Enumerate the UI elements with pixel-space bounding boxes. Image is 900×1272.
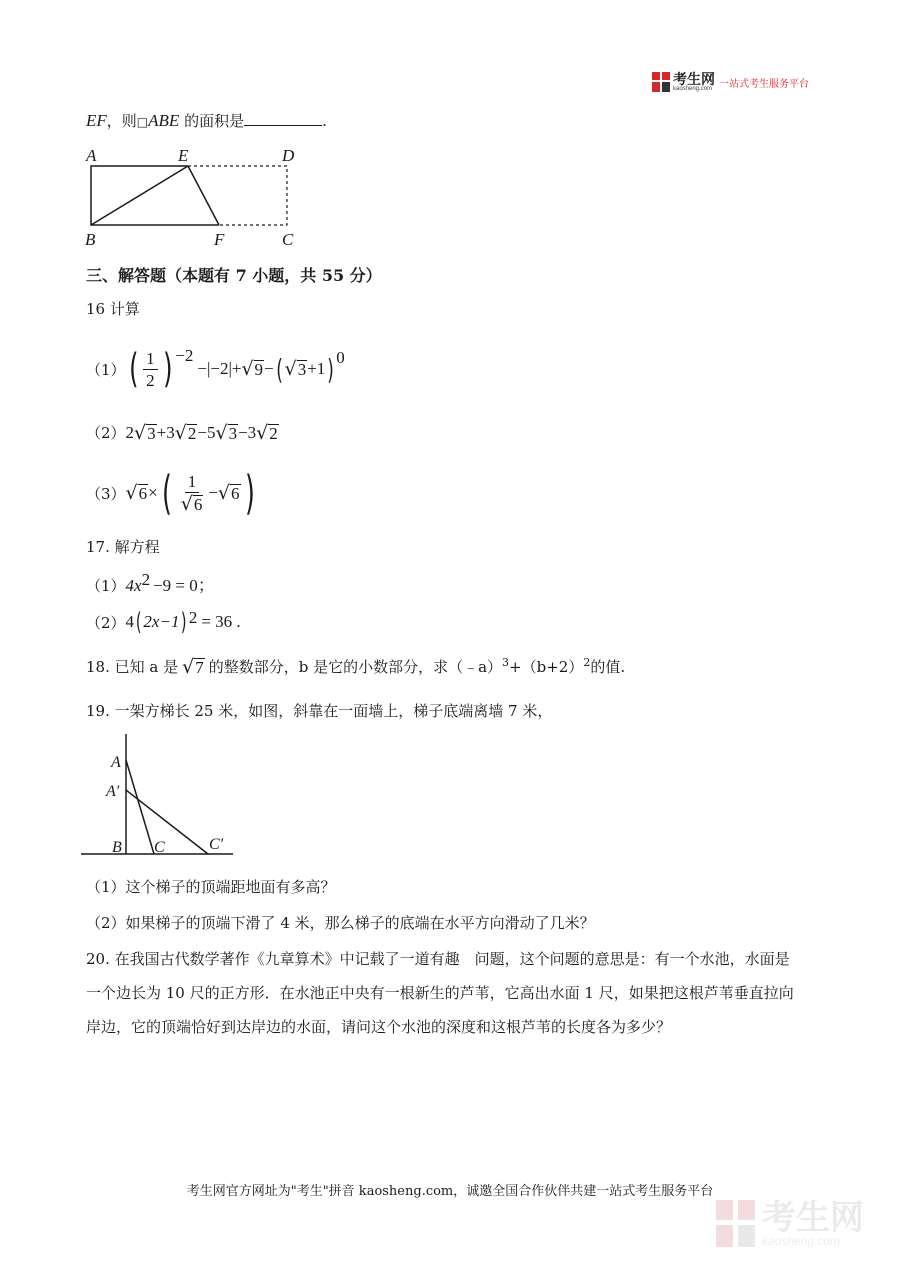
label-B: B bbox=[85, 230, 96, 249]
q20-line1: 20. 在我国古代数学著作《九章算术》中记载了一道有趣 问题，这个问题的意思是：有一个水池，水面是 bbox=[86, 950, 790, 968]
logo-domain: kaosheng.com bbox=[673, 86, 713, 92]
q19-part2: （2）如果梯子的顶端下滑了 4 米，那么梯子的底端在水平方向滑动了几米？ bbox=[86, 914, 595, 932]
ladder-AC bbox=[126, 760, 154, 854]
q15-tail: EF，则□ABE 的面积是 . bbox=[86, 111, 327, 130]
label-C: C bbox=[154, 839, 165, 856]
q17-part2: （2） 4 ( 2x−1 ) 2 = 36 . bbox=[86, 608, 241, 636]
q19-text: 19. 一架方梯长 25 米，如图，斜靠在一面墙上，梯子底端离墙 7 米， bbox=[86, 702, 553, 720]
q16-part2: （2） 2 √ 3 +3 √ 2 −5 √ 3 −3 √ 2 bbox=[86, 422, 278, 444]
label-A: A bbox=[86, 146, 97, 165]
label-B: B bbox=[112, 839, 122, 856]
label-A-prime: A′ bbox=[106, 783, 120, 800]
header-logo[interactable] bbox=[652, 72, 809, 92]
watermark: 考生网 kaosheng.com bbox=[716, 1200, 864, 1248]
footer-text: 考生网官方网址为"考生"拼音 kaosheng.com，诚邀全国合作伙伴共建一站式考生服务平台 bbox=[186, 1184, 714, 1199]
label-C-prime: C′ bbox=[209, 836, 224, 853]
header-tagline: 一站式考生服务平台 bbox=[719, 78, 809, 90]
answer-blank[interactable] bbox=[244, 111, 322, 126]
logo-text: 考生网 bbox=[673, 71, 715, 87]
q17-heading: 17. 解方程 bbox=[86, 538, 160, 556]
label-E: E bbox=[178, 146, 189, 165]
label-F: F bbox=[214, 230, 225, 249]
label-A: A bbox=[111, 754, 121, 771]
q19-part1: （1）这个梯子的顶端距地面有多高？ bbox=[86, 878, 336, 896]
q16-part3: （3） √ 6 × ( 1 √ 6 − √ 6 ) bbox=[86, 466, 255, 520]
q20-line3: 岸边，它的顶端恰好到达岸边的水面，请问这个水池的深度和这根芦苇的长度各为多少？ bbox=[86, 1018, 672, 1036]
ladder-diagram bbox=[78, 730, 240, 858]
q17-part1: $(1)4x^2 -9 = 0$； bbox=[86, 570, 215, 595]
q18: 18. 已知 a 是 √ 7 的整数部分，b 是它的小数部分，求（﹣a） $^3$ +（b+2） $^2$ 的值. bbox=[86, 656, 626, 678]
label-C: C bbox=[282, 230, 294, 249]
logo-mark-icon bbox=[652, 72, 670, 92]
q20-line2: 一个边长为 10 尺的正方形．在水池正中央有一根新生的芦苇，它高出水面 1 尺，如果把这根芦苇垂直拉向 bbox=[86, 984, 794, 1002]
ladder-A2C2 bbox=[126, 790, 208, 854]
q16-part1: （1） ( $\frac{1}{2}$ ) −2 −|−2| + √ 9 − ( √ 3 +1 ) 0 bbox=[86, 346, 345, 392]
label-D: D bbox=[282, 146, 295, 165]
segment-EF bbox=[188, 166, 219, 225]
watermark-logo-icon bbox=[716, 1200, 756, 1248]
segment-BE bbox=[91, 166, 188, 225]
section-title: 三、解答题（本题有 7 小题，共 55 分） bbox=[86, 266, 382, 285]
rectangle-diagram bbox=[80, 140, 310, 252]
q16-heading: 16 计算 bbox=[86, 300, 140, 318]
solid-edges bbox=[91, 166, 219, 225]
